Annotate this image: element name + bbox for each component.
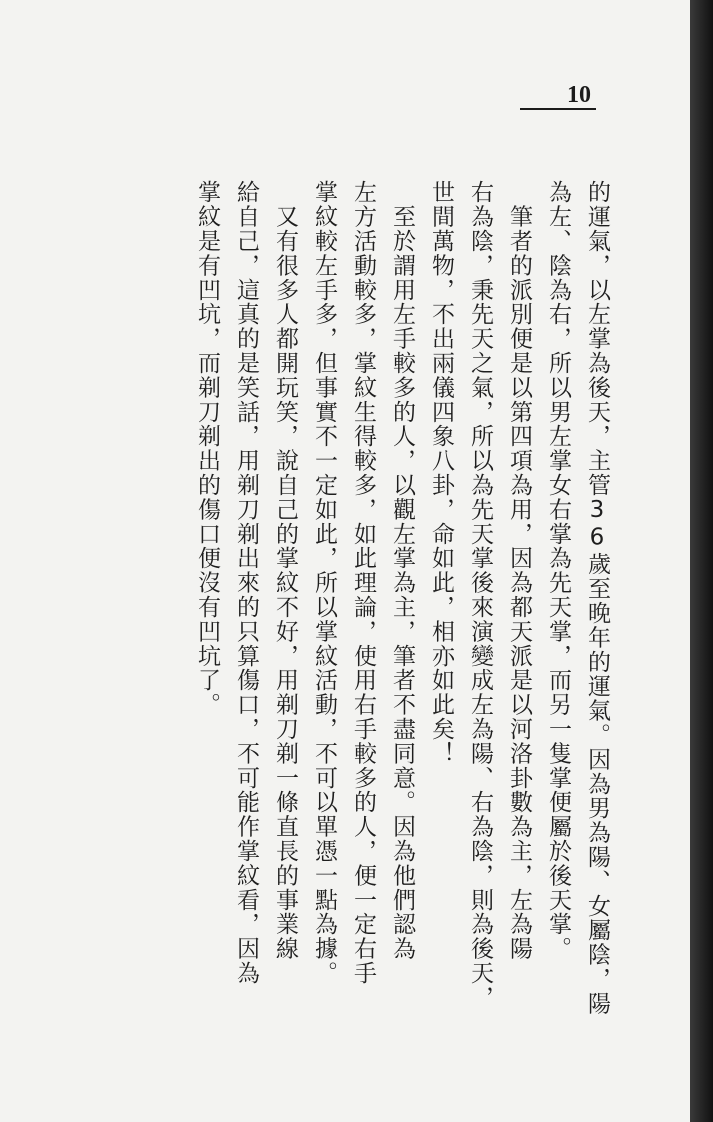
text-column-8: 掌紋較左手多，但事實不一定如此，所以掌紋活動，不可以單憑一點為據。	[311, 180, 337, 986]
text-column-4: 右為陰，秉先天之氣，所以為先天掌後來演變成左為陽、右為陰，則為後天，	[467, 180, 493, 1010]
text-column-11: 掌紋是有凹坑，而剃刀剃出的傷口便沒有凹坑了。	[194, 180, 220, 717]
text-column-5: 世間萬物，不出兩儀四象八卦，命如此，相亦如此矣！	[428, 180, 454, 766]
text-column-1: 的運氣，以左掌為後天，主管36歲至晚年的運氣。因為男為陽、女屬陰，陽	[584, 180, 610, 1016]
text-column-7: 左方活動較多，掌紋生得較多，如此理論，使用右手較多的人，便一定右手	[350, 180, 376, 986]
text-column-6: 至於謂用左手較多的人，以觀左掌為主，筆者不盡同意。因為他們認為	[389, 180, 415, 961]
page-number: 10	[567, 82, 591, 108]
text-column-9: 又有很多人都開玩笑，說自己的掌紋不好，用剃刀剃一條直長的事業線	[272, 180, 298, 961]
page-edge-shadow	[690, 0, 713, 1122]
text-column-3: 筆者的派別便是以第四項為用，因為都天派是以河洛卦數為主，左為陽	[506, 180, 532, 961]
text-column-2: 為左、陰為右，所以男左掌女右掌為先天掌，而另一隻掌便屬於後天掌。	[545, 180, 571, 961]
text-column-10: 給自己，這真的是笑話，用剃刀剃出來的只算傷口，不可能作掌紋看，因為	[233, 180, 259, 986]
page-number-rule	[520, 108, 596, 110]
